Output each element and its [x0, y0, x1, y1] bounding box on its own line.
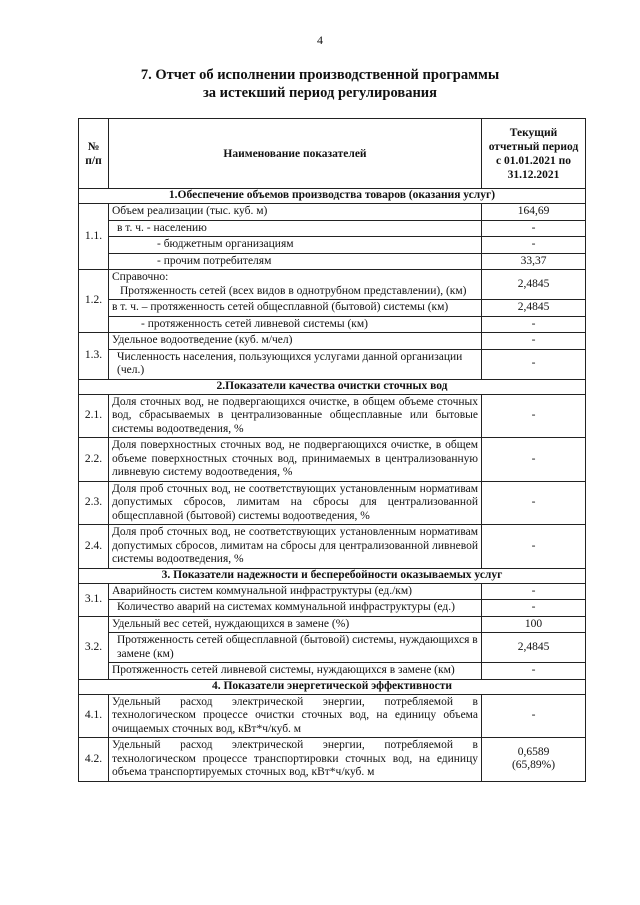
row-label: Доля проб сточных вод, не соответствующих установленным нормативам допустимых сбросов, лимитам на сбросы для централизованной общесплавной (бытовой) системы водоотведения, % — [109, 481, 482, 525]
row-label: - бюджетным организациям — [109, 237, 482, 254]
header-num-line1: № — [87, 140, 100, 153]
row-value: - — [482, 220, 586, 237]
header-period-line1: Текущий — [509, 126, 558, 139]
row-num: 4.1. — [79, 694, 109, 738]
row-label: Доля проб сточных вод, не соответствующих установленным нормативам допустимых сбросов, лимитам на сбросы для централизованной ливневой системы водоотведения, % — [109, 525, 482, 569]
row-num: 1.2. — [79, 270, 109, 333]
row-value: - — [482, 438, 586, 482]
header-period-line4: 31.12.2021 — [507, 168, 560, 181]
report-table — [78, 118, 586, 782]
section-2-title: 2.Показатели качества очистки сточных вод — [79, 379, 586, 394]
row-value: - — [482, 583, 586, 600]
row-num: 3.2. — [79, 616, 109, 679]
row-value: - — [482, 333, 586, 350]
page-title — [0, 66, 640, 102]
row-num: 1.1. — [79, 204, 109, 270]
row-value: - — [482, 525, 586, 569]
row-value: 2,4845 — [482, 300, 586, 317]
row-num: 2.2. — [79, 438, 109, 482]
header-num-line2: п/п — [85, 154, 102, 167]
row-value: 164,69 — [482, 204, 586, 221]
row-num: 2.3. — [79, 481, 109, 525]
row-value-line: 0,6589 — [517, 745, 550, 758]
row-label: Удельный расход электрической энергии, потребляемой в технологическом процессе очистки сточных вод, на единицу объема очищаемых сточных вод, кВт*ч/куб. м — [109, 694, 482, 738]
row-label-line: Протяженность сетей (всех видов в однотрубном представлении), (км) — [120, 284, 467, 297]
row-value: - — [482, 481, 586, 525]
row-value: 100 — [482, 616, 586, 633]
row-label: Протяженность сетей ливневой системы, нуждающихся в замене (км) — [109, 663, 482, 680]
row-label: Доля сточных вод, не подвергающихся очистке, в общем объеме сточных вод, сбрасываемых в централизованные общесплавные или бытовые системы водоотведения, % — [109, 394, 482, 438]
section-4-title: 4. Показатели энергетической эффективности — [79, 679, 586, 694]
section-3-title: 3. Показатели надежности и бесперебойности оказываемых услуг — [79, 568, 586, 583]
row-value: - — [482, 237, 586, 254]
row-label — [109, 270, 482, 300]
title-line-1: 7. Отчет об исполнении производственной программы — [140, 67, 500, 83]
row-label: Численность населения, пользующихся услугами данной организации (чел.) — [109, 349, 482, 379]
row-label-line: Справочно: — [112, 271, 169, 283]
row-label: Объем реализации (тыс. куб. м) — [109, 204, 482, 221]
row-label: - прочим потребителям — [109, 253, 482, 270]
header-name: Наименование показателей — [109, 119, 482, 189]
section-1-title: 1.Обеспечение объемов производства товаров (оказания услуг) — [79, 189, 586, 204]
row-label: Аварийность систем коммунальной инфраструктуры (ед./км) — [109, 583, 482, 600]
row-label: в т. ч. - населению — [109, 220, 482, 237]
row-label: Доля поверхностных сточных вод, не подвергающихся очистке, в общем объеме поверхностных сточных вод, принимаемых в централизованную ливневую систему водоотведения, % — [109, 438, 482, 482]
row-num: 4.2. — [79, 738, 109, 782]
row-value: 2,4845 — [482, 633, 586, 663]
row-label: Протяженность сетей общесплавной (бытовой) системы, нуждающихся в замене (км) — [109, 633, 482, 663]
row-value: - — [482, 663, 586, 680]
row-num: 2.1. — [79, 394, 109, 438]
row-label: Удельный вес сетей, нуждающихся в замене (%) — [109, 616, 482, 633]
row-value: - — [482, 694, 586, 738]
row-value: - — [482, 600, 586, 617]
row-value: 2,4845 — [482, 270, 586, 300]
title-line-2: за истекший период регулирования — [202, 85, 438, 101]
row-value-line: (65,89%) — [511, 759, 556, 772]
row-label: Удельный расход электрической энергии, потребляемой в технологическом процессе транспортировки сточных вод, на единицу объема транспортируемых сточных вод, кВт*ч/куб. м — [109, 738, 482, 782]
row-value — [482, 738, 586, 782]
header-period-line3: с 01.01.2021 по — [496, 154, 571, 167]
header-period — [482, 119, 586, 189]
row-value: - — [482, 316, 586, 333]
row-num: 3.1. — [79, 583, 109, 616]
page-number: 4 — [317, 33, 323, 47]
row-num: 1.3. — [79, 333, 109, 380]
header-num — [79, 119, 109, 189]
row-label: - протяженность сетей ливневой системы (км) — [109, 316, 482, 333]
row-label: в т. ч. – протяженность сетей общесплавной (бытовой) системы (км) — [109, 300, 482, 317]
row-value: 33,37 — [482, 253, 586, 270]
header-row — [79, 119, 586, 189]
row-label: Удельное водоотведение (куб. м/чел) — [109, 333, 482, 350]
header-period-line2: отчетный период — [488, 140, 579, 153]
row-label: Количество аварий на системах коммунальной инфраструктуры (ед.) — [109, 600, 482, 617]
row-value: - — [482, 349, 586, 379]
row-num: 2.4. — [79, 525, 109, 569]
row-value: - — [482, 394, 586, 438]
